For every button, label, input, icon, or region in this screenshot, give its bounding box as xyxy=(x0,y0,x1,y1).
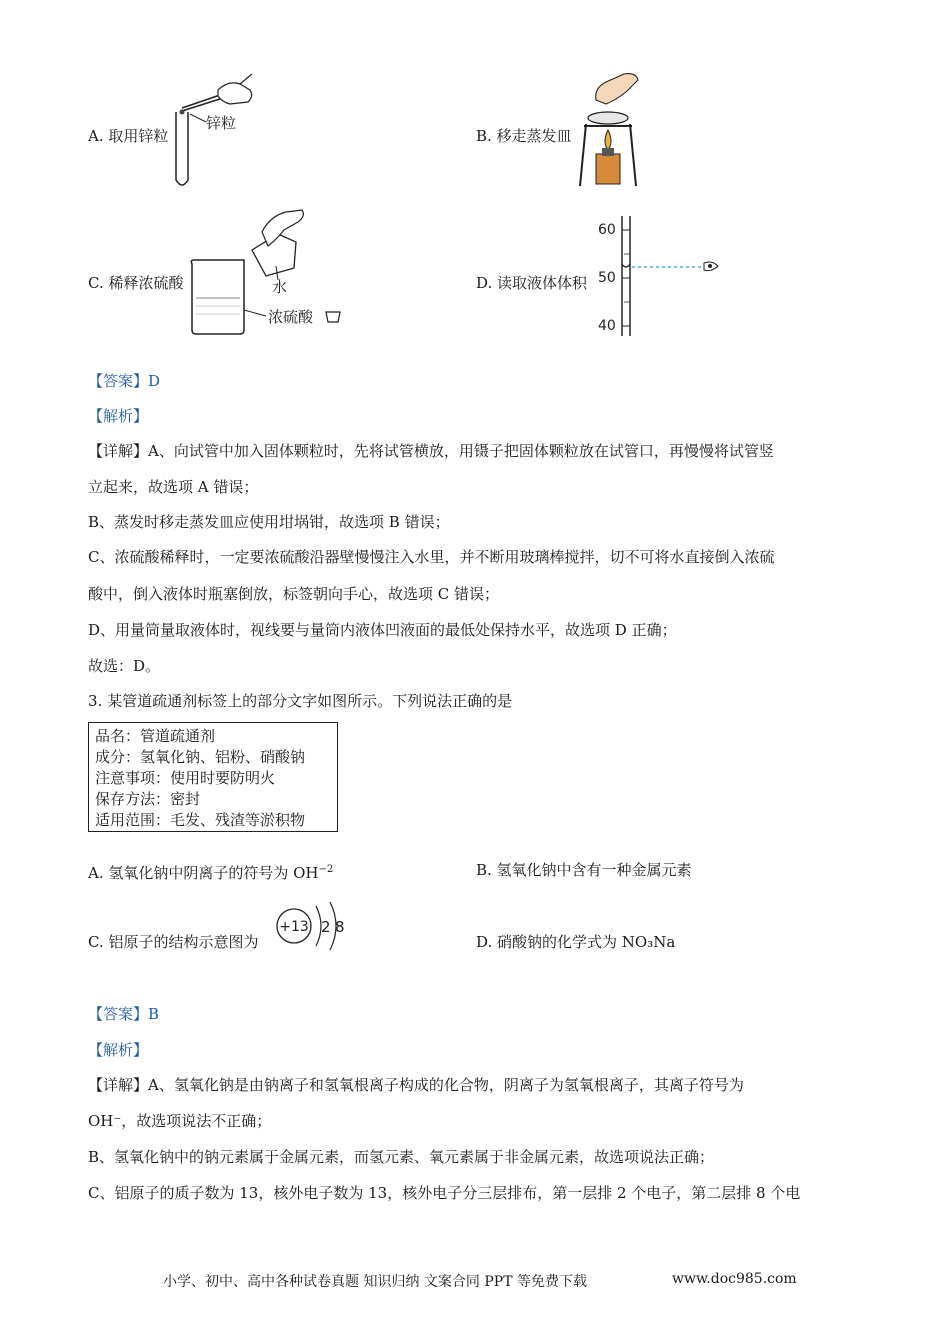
q3-option-c: C. 铝原子的结构示意图为 xyxy=(88,933,259,951)
cylinder-reading-figure xyxy=(596,212,726,340)
footer-text: 小学、初中、高中各种试卷真题 知识归纳 文案合同 PPT 等免费下载 xyxy=(163,1274,587,1290)
q3-option-a-sup: −2 xyxy=(318,864,334,875)
option-b: B. 移走蒸发皿 xyxy=(476,127,572,145)
q3-answer-value: B xyxy=(148,1005,160,1023)
product-label-box xyxy=(88,722,338,832)
q3-detail-line: B、氢氧化钠中的钠元素属于金属元素，而氢元素、氧元素属于非金属元素，故选项说法正确； xyxy=(88,1148,715,1166)
q2-detail-line: 【详解】A、向试管中加入固体颗粒时，先将试管横放，用镊子把固体颗粒放在试管口，再慢慢将试管竖 xyxy=(88,442,774,460)
tick-60: 60 xyxy=(598,222,616,238)
evaporating-dish-figure xyxy=(576,70,646,190)
label-line: 注意事项：使用时要防明火 xyxy=(95,769,276,787)
q3-detail-line: OH⁻，故选项说法不正确； xyxy=(88,1112,272,1130)
option-d: D. 读取液体体积 xyxy=(476,274,588,292)
shell-1-count: 2 xyxy=(321,918,331,936)
nucleus-charge: +13 xyxy=(279,919,309,935)
option-a: A. 取用锌粒 xyxy=(88,127,169,145)
water-label: 水 xyxy=(272,278,288,296)
label-line: 保存方法：密封 xyxy=(95,790,201,808)
q2-detail-line: 酸中，倒入液体时瓶塞倒放，标签朝向手心，故选项 C 错误； xyxy=(88,585,500,603)
q2-answer-label: 【答案】 xyxy=(88,372,149,390)
q2-detail-line: 故选：D。 xyxy=(88,657,161,675)
label-line: 品名：管道疏通剂 xyxy=(95,727,216,745)
q3-stem: 3. 某管道疏通剂标签上的部分文字如图所示。下列说法正确的是 xyxy=(88,692,513,710)
shell-2-count: 8 xyxy=(335,918,345,936)
label-line: 成分：氢氧化钠、铝粉、硝酸钠 xyxy=(95,748,306,766)
zinc-test-tube-figure xyxy=(168,72,258,192)
q2-analysis-label: 【解析】 xyxy=(88,407,149,425)
tick-50: 50 xyxy=(598,270,616,286)
acid-label: 浓硫酸 xyxy=(268,308,314,326)
dilute-acid-figure xyxy=(186,206,356,338)
q3-analysis-label: 【解析】 xyxy=(88,1041,149,1059)
q3-option-d: D. 硝酸钠的化学式为 NO₃Na xyxy=(476,933,676,951)
aluminum-atom-diagram xyxy=(272,894,356,958)
zinc-label: 锌粒 xyxy=(206,114,237,132)
q3-answer-label: 【答案】 xyxy=(88,1005,149,1023)
q2-detail-line: 立起来，故选项 A 错误； xyxy=(88,478,259,496)
option-c: C. 稀释浓硫酸 xyxy=(88,274,184,292)
q2-answer xyxy=(88,371,160,391)
label-line: 适用范围：毛发、残渣等淤积物 xyxy=(95,811,306,829)
q2-detail-line: B、蒸发时移走蒸发皿应使用坩埚钳，故选项 B 错误； xyxy=(88,513,450,531)
q2-detail-line: C、浓硫酸稀释时，一定要浓硫酸沿器壁慢慢注入水里，并不断用玻璃棒搅拌，切不可将水直接倒入浓硫 xyxy=(88,548,775,566)
q2-detail-line: D、用量筒量取液体时，视线要与量筒内液体凹液面的最低处保持水平，故选项 D 正确； xyxy=(88,621,677,639)
q3-option-a xyxy=(88,860,333,883)
tick-40: 40 xyxy=(598,318,616,334)
q2-answer-value: D xyxy=(148,372,161,390)
footer-link[interactable]: www.doc985.com xyxy=(672,1271,797,1287)
q3-option-b: B. 氢氧化钠中含有一种金属元素 xyxy=(476,861,692,879)
q3-detail-line: 【详解】A、氢氧化钠是由钠离子和氢氧根离子构成的化合物，阴离子为氢氧根离子，其离子符号为 xyxy=(88,1076,744,1094)
q3-answer xyxy=(88,1004,159,1024)
q3-detail-line: C、铝原子的质子数为 13，核外电子数为 13，核外电子分三层排布，第一层排 2 个电子，第二层排 8 个电 xyxy=(88,1184,801,1202)
q3-option-a-text: A. 氢氧化钠中阴离子的符号为 OH xyxy=(88,864,319,882)
